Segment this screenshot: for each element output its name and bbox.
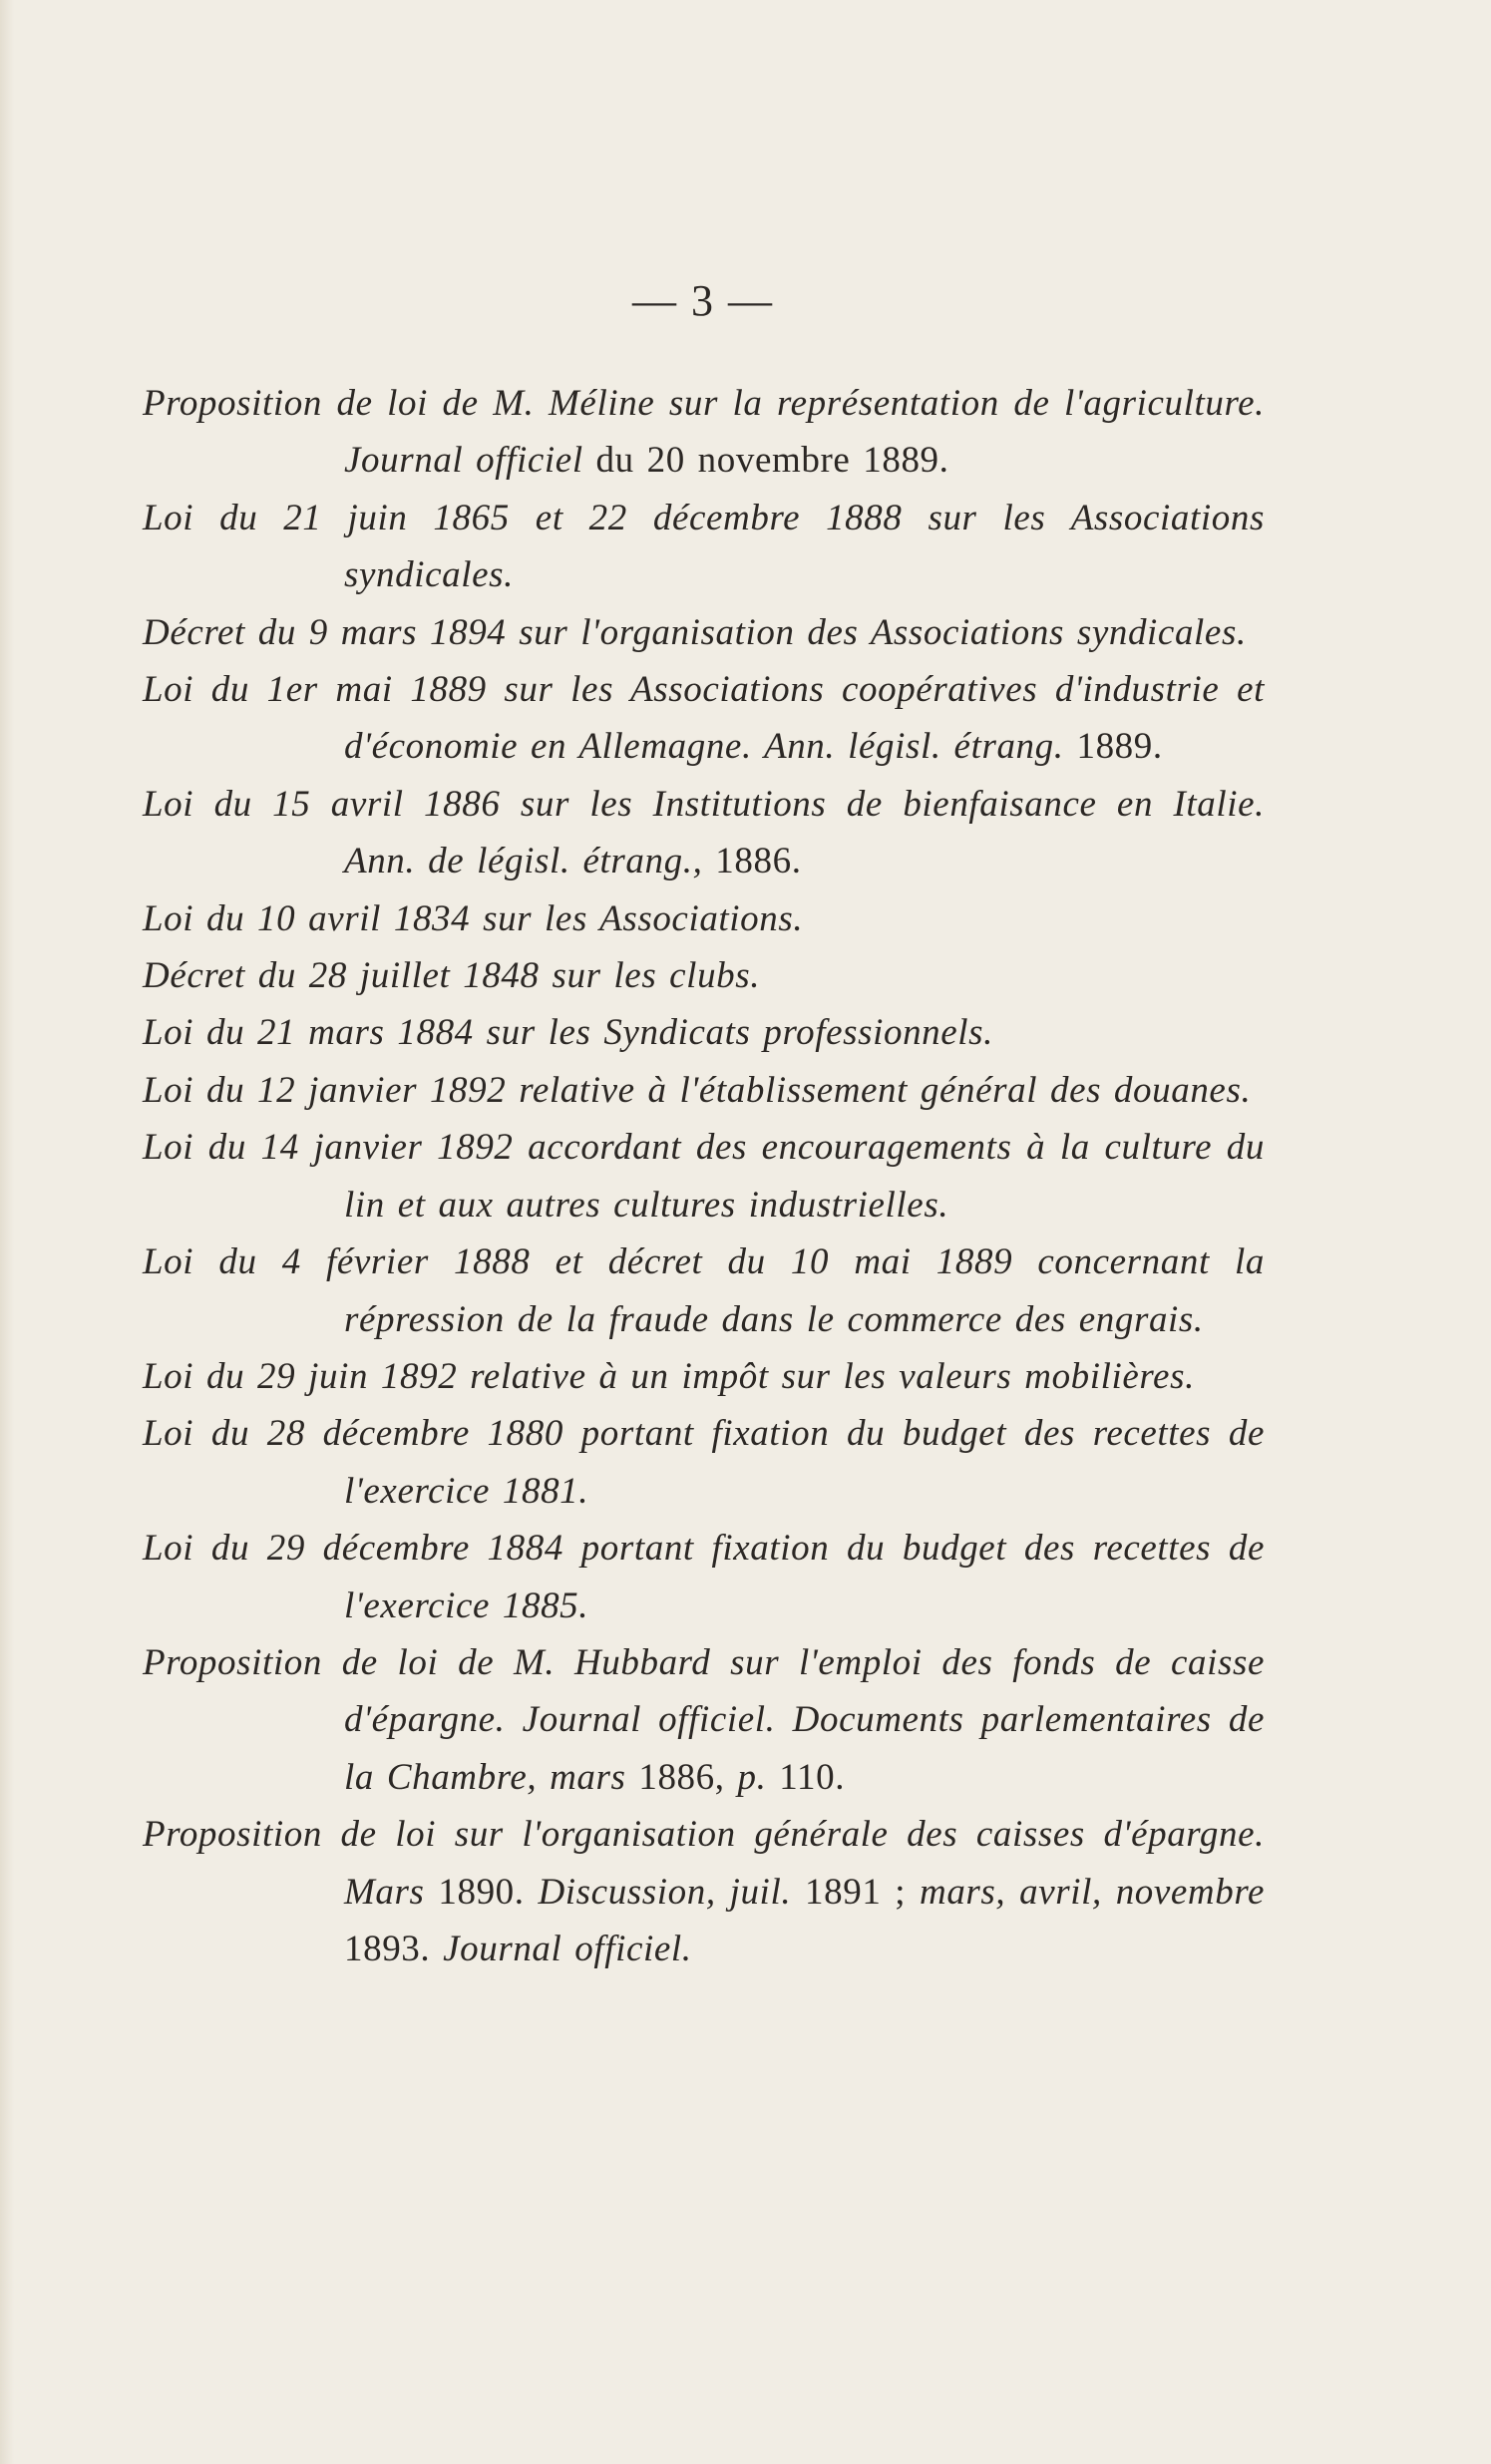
page-edge <box>0 0 14 2464</box>
bibliography-entry <box>143 1806 1265 1977</box>
bibliography-entry <box>143 1520 1265 1634</box>
entry-segment: Proposition de loi de M. Hubbard sur l'emploi des fonds de caisse d'épargne. Journal officiel. Documents parlementaires de la Chambre, mars <box>143 1641 1265 1798</box>
bibliography-entry <box>143 947 1265 1004</box>
bibliography-entry <box>143 1405 1265 1520</box>
bibliography-entry <box>143 375 1265 490</box>
entry-segment: Loi du 29 décembre 1884 portant fixation du budget des recettes de l'exercice 1885. <box>143 1528 1265 1626</box>
bibliography-entry <box>143 1233 1265 1348</box>
entry-segment: Loi du 15 avril 1886 sur les Institutions de bienfaisance en Italie. Ann. de législ. étrang., <box>143 783 1265 882</box>
entry-segment: 1893. <box>344 1928 444 1969</box>
entry-segment: mars, avril, novembre <box>920 1871 1266 1913</box>
entry-segment: 1890. <box>438 1871 539 1913</box>
entry-segment: Proposition de loi sur l'organisation générale des caisses d'épargne. Mars <box>143 1814 1265 1913</box>
entry-segment: Proposition de loi de M. Méline sur la représentation de l'agriculture. Journal officiel <box>143 383 1265 482</box>
entry-segment: 1891 ; <box>805 1871 920 1913</box>
entry-segment: 1886, <box>638 1756 738 1798</box>
bibliography-list <box>143 375 1265 1977</box>
entry-segment: Loi du 29 juin 1892 relative à un impôt sur les valeurs mobilières. <box>143 1355 1195 1397</box>
entry-segment: Discussion, juil. <box>538 1871 806 1913</box>
bibliography-entry <box>143 661 1265 776</box>
bibliography-entry <box>143 1004 1265 1061</box>
bibliography-entry <box>143 776 1265 890</box>
entry-segment: Journal officiel. <box>443 1928 692 1969</box>
bibliography-entry <box>143 1634 1265 1806</box>
page-number: — 3 — <box>632 276 774 325</box>
bibliography-entry <box>143 604 1265 661</box>
bibliography-entry <box>143 490 1265 604</box>
entry-segment: Loi du 21 juin 1865 et 22 décembre 1888 sur les Associations syndicales. <box>143 497 1265 596</box>
entry-segment: Décret du 28 juillet 1848 sur les clubs. <box>143 955 761 997</box>
bibliography-entry <box>143 1119 1265 1233</box>
bibliography-entry <box>143 1348 1265 1405</box>
entry-segment: Loi du 10 avril 1834 sur les Associations. <box>143 897 804 939</box>
entry-segment: Loi du 1er mai 1889 sur les Associations coopératives d'industrie et d'économie en Allemagne. Ann. législ. étrang. <box>143 669 1265 768</box>
entry-segment: 1886. <box>715 841 802 882</box>
entry-segment: du 20 novembre 1889. <box>595 440 949 482</box>
entry-segment: Loi du 4 février 1888 et décret du 10 mai 1889 concernant la répression de la fraude dans le commerce des engrais. <box>143 1241 1265 1340</box>
entry-segment: p. <box>737 1756 780 1798</box>
entry-segment: Décret du 9 mars 1894 sur l'organisation des Associations syndicales. <box>143 611 1247 653</box>
entry-segment: Loi du 14 janvier 1892 accordant des encouragements à la culture du lin et aux autres cultures industrielles. <box>143 1127 1265 1226</box>
bibliography-entry <box>143 1062 1265 1119</box>
entry-segment: Loi du 28 décembre 1880 portant fixation du budget des recettes de l'exercice 1881. <box>143 1413 1265 1512</box>
entry-segment: Loi du 12 janvier 1892 relative à l'établissement général des douanes. <box>143 1069 1252 1111</box>
entry-segment: 110. <box>779 1756 846 1798</box>
entry-segment: Loi du 21 mars 1884 sur les Syndicats professionnels. <box>143 1012 994 1054</box>
bibliography-entry <box>143 890 1265 947</box>
entry-segment: 1889. <box>1076 726 1163 768</box>
